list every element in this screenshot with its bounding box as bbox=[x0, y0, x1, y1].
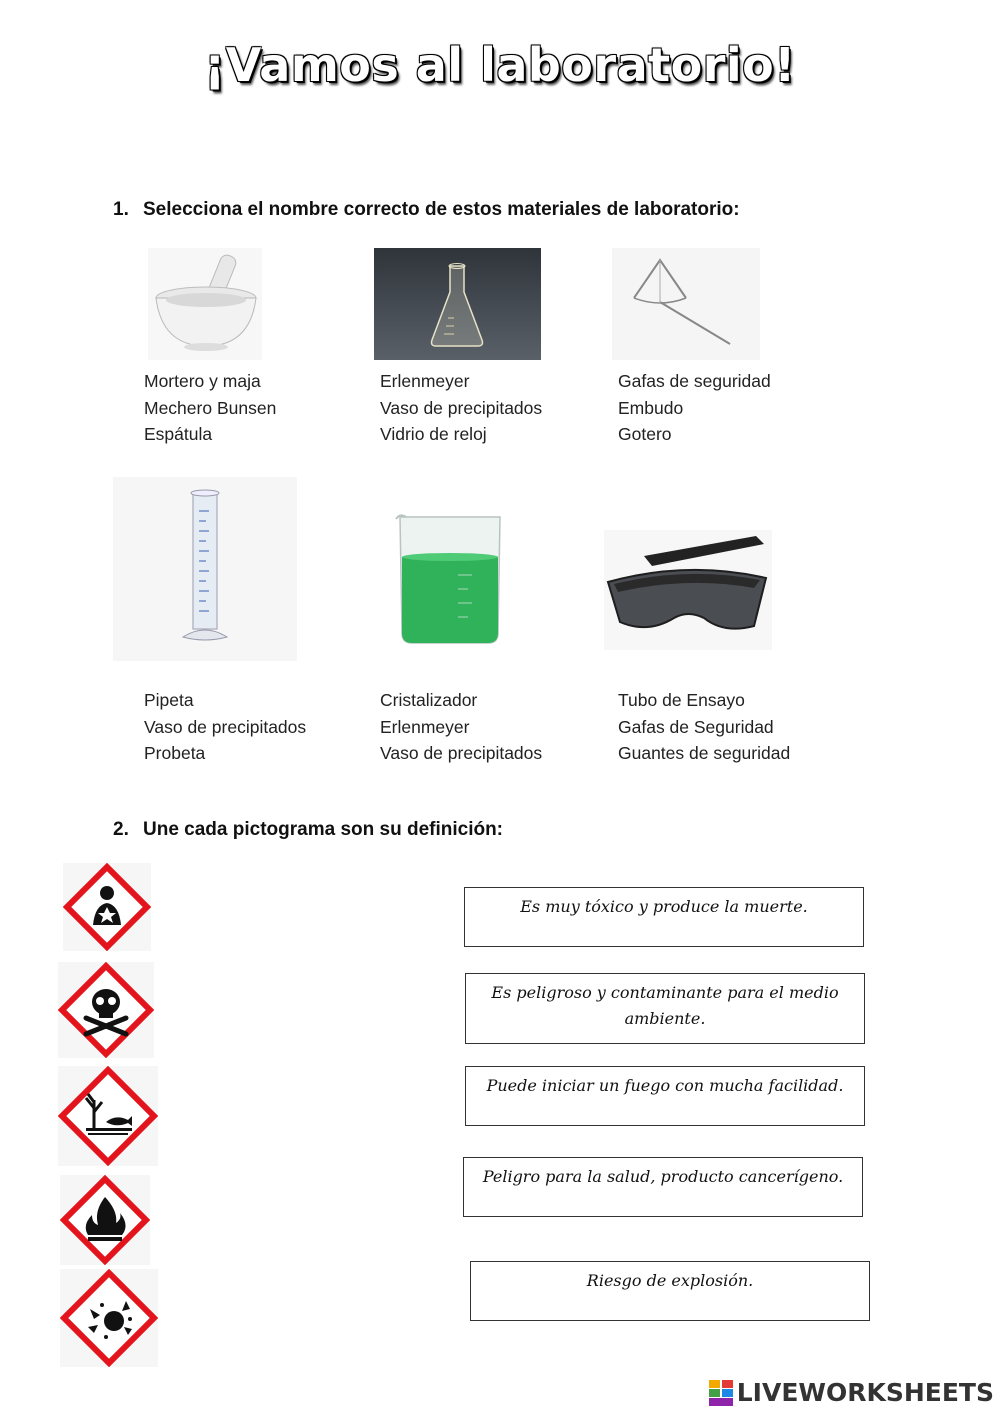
question-2-heading bbox=[113, 819, 503, 841]
definition-box[interactable]: Es muy tóxico y produce la muerte. bbox=[464, 887, 864, 947]
question-2-text: Une cada pictograma son su definición: bbox=[143, 819, 504, 840]
definition-box[interactable]: Peligro para la salud, producto cancerígeno. bbox=[463, 1157, 863, 1217]
option-item[interactable]: Vidrio de reloj bbox=[380, 424, 487, 444]
option-item[interactable]: Espátula bbox=[144, 424, 213, 444]
option-item[interactable]: Vaso de precipitados bbox=[380, 397, 543, 418]
liveworksheets-brand: LIVEWORKSHEETS bbox=[736, 1378, 994, 1407]
option-item[interactable]: Guantes de seguridad bbox=[618, 743, 791, 763]
option-item[interactable]: Vaso de precipitados bbox=[380, 743, 543, 763]
option-item[interactable]: Tubo de Ensayo bbox=[618, 690, 745, 710]
exploding-bomb-icon[interactable] bbox=[60, 1269, 158, 1367]
option-item[interactable]: Probeta bbox=[144, 743, 206, 763]
options-group-5 bbox=[380, 687, 542, 767]
definition-box[interactable]: Puede iniciar un fuego con mucha facilidad. bbox=[465, 1066, 865, 1126]
question-1-heading bbox=[113, 199, 740, 221]
option-item[interactable]: Mechero Bunsen bbox=[144, 397, 277, 418]
erlenmeyer-flask-image bbox=[374, 248, 541, 360]
flame-icon[interactable] bbox=[60, 1175, 150, 1265]
question-1-text: Selecciona el nombre correcto de estos materiales de laboratorio: bbox=[143, 199, 740, 220]
option-item[interactable]: Gafas de Seguridad bbox=[618, 716, 774, 737]
question-1-number: 1. bbox=[113, 199, 129, 220]
option-item[interactable]: Mortero y maja bbox=[144, 371, 261, 391]
mortar-and-pestle-image bbox=[148, 248, 262, 360]
option-item[interactable]: Vaso de precipitados bbox=[144, 716, 307, 737]
skull-crossbones-icon[interactable] bbox=[58, 962, 154, 1058]
options-group-2 bbox=[380, 368, 542, 448]
option-item[interactable]: Cristalizador bbox=[380, 690, 478, 710]
options-group-1 bbox=[144, 368, 276, 448]
options-group-4 bbox=[144, 687, 306, 767]
health-hazard-icon[interactable] bbox=[63, 863, 151, 951]
safety-goggles-image bbox=[604, 530, 772, 650]
option-item[interactable]: Embudo bbox=[618, 397, 684, 418]
options-group-6 bbox=[618, 687, 790, 767]
question-2-number: 2. bbox=[113, 819, 129, 840]
definition-box[interactable]: Es peligroso y contaminante para el medio ambiente. bbox=[465, 973, 865, 1044]
liveworksheets-logo bbox=[709, 1378, 994, 1407]
option-item[interactable]: Erlenmeyer bbox=[380, 371, 470, 391]
environment-hazard-icon[interactable] bbox=[58, 1066, 158, 1166]
page-title: ¡Vamos al laboratorio! bbox=[204, 38, 796, 92]
funnel-image bbox=[612, 248, 760, 360]
options-group-3 bbox=[618, 368, 771, 448]
graduated-cylinder-image bbox=[113, 477, 297, 661]
option-item[interactable]: Pipeta bbox=[144, 690, 194, 710]
definition-box[interactable]: Riesgo de explosión. bbox=[470, 1261, 870, 1321]
option-item[interactable]: Gotero bbox=[618, 424, 672, 444]
option-item[interactable]: Erlenmeyer bbox=[380, 716, 470, 737]
option-item[interactable]: Gafas de seguridad bbox=[618, 371, 771, 391]
beaker-image bbox=[388, 505, 512, 653]
liveworksheets-logo-icon bbox=[709, 1380, 733, 1406]
